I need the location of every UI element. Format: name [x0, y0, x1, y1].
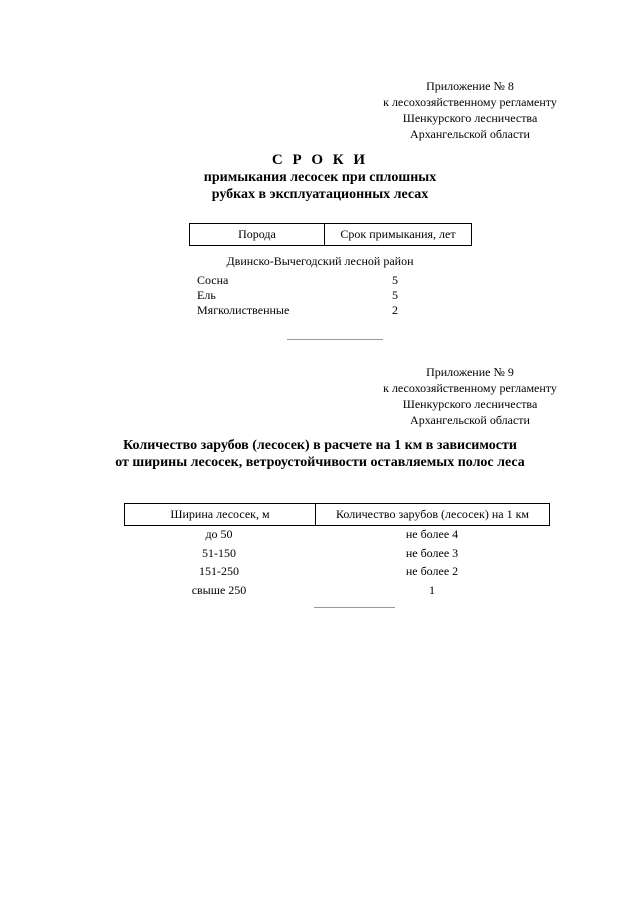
appendix-8-regulation: к лесохозяйственному регламенту	[383, 95, 557, 109]
title-9-line2: от ширины лесосек, ветроустойчивости оставляемых полос леса	[115, 455, 525, 470]
table-row	[197, 288, 417, 303]
title-8-main: С Р О К И	[271, 152, 369, 168]
appendix-9-region: Архангельской области	[410, 413, 530, 427]
appendix-9-number: Приложение № 9	[426, 365, 514, 379]
table-row	[124, 581, 550, 600]
table-8-header-term: Срок примыкания, лет	[325, 224, 472, 246]
table-row	[124, 562, 550, 581]
table-9-body	[124, 525, 550, 599]
forest-region-label: Двинско-Вычегодский лесной район	[226, 254, 414, 268]
width-cell: 51-150	[202, 545, 236, 560]
term-cell: 2	[392, 303, 398, 317]
width-cell: свыше 250	[191, 582, 247, 597]
width-cell: 151-250	[199, 564, 239, 578]
species-cell: Ель	[197, 288, 216, 302]
appendix-8-header	[360, 78, 580, 142]
separator-line	[287, 339, 383, 340]
width-cell: до 50	[205, 527, 233, 541]
species-cell: Сосна	[197, 273, 229, 287]
species-cell: Мягколиственные	[197, 303, 290, 317]
table-row	[197, 273, 417, 288]
count-cell: не более 3	[405, 545, 459, 560]
term-cell: 5	[392, 273, 398, 287]
table-9-header-count: Количество зарубов (лесосек) на 1 км	[316, 504, 550, 526]
appendix-9-regulation: к лесохозяйственному регламенту	[383, 381, 557, 395]
appendix-9-header	[360, 364, 580, 428]
count-cell: не более 4	[405, 527, 459, 541]
separator-line	[314, 607, 395, 608]
title-8	[0, 152, 640, 203]
table-9-header	[124, 503, 550, 526]
appendix-8-number: Приложение № 8	[426, 79, 514, 93]
table-row	[197, 303, 417, 318]
count-cell: 1	[429, 582, 435, 597]
table-8-body	[197, 273, 417, 318]
title-9-line1: Количество зарубов (лесосек) в расчете на 1 км в зависимости	[123, 438, 517, 453]
term-cell: 5	[392, 288, 398, 302]
table-row	[124, 525, 550, 544]
table-8-header	[189, 223, 472, 246]
table-row	[124, 544, 550, 563]
appendix-8-forestry: Шенкурского лесничества	[402, 111, 538, 125]
appendix-9-forestry: Шенкурского лесничества	[402, 397, 538, 411]
appendix-8-region: Архангельской области	[410, 127, 530, 141]
title-8-line2: примыкания лесосек при сплошных	[203, 170, 437, 185]
count-cell: не более 2	[405, 564, 459, 578]
table-9-header-width: Ширина лесосек, м	[125, 504, 316, 526]
title-9	[0, 437, 640, 471]
table-8-header-species: Порода	[190, 224, 325, 246]
title-8-line3: рубках в эксплуатационных лесах	[211, 187, 429, 202]
